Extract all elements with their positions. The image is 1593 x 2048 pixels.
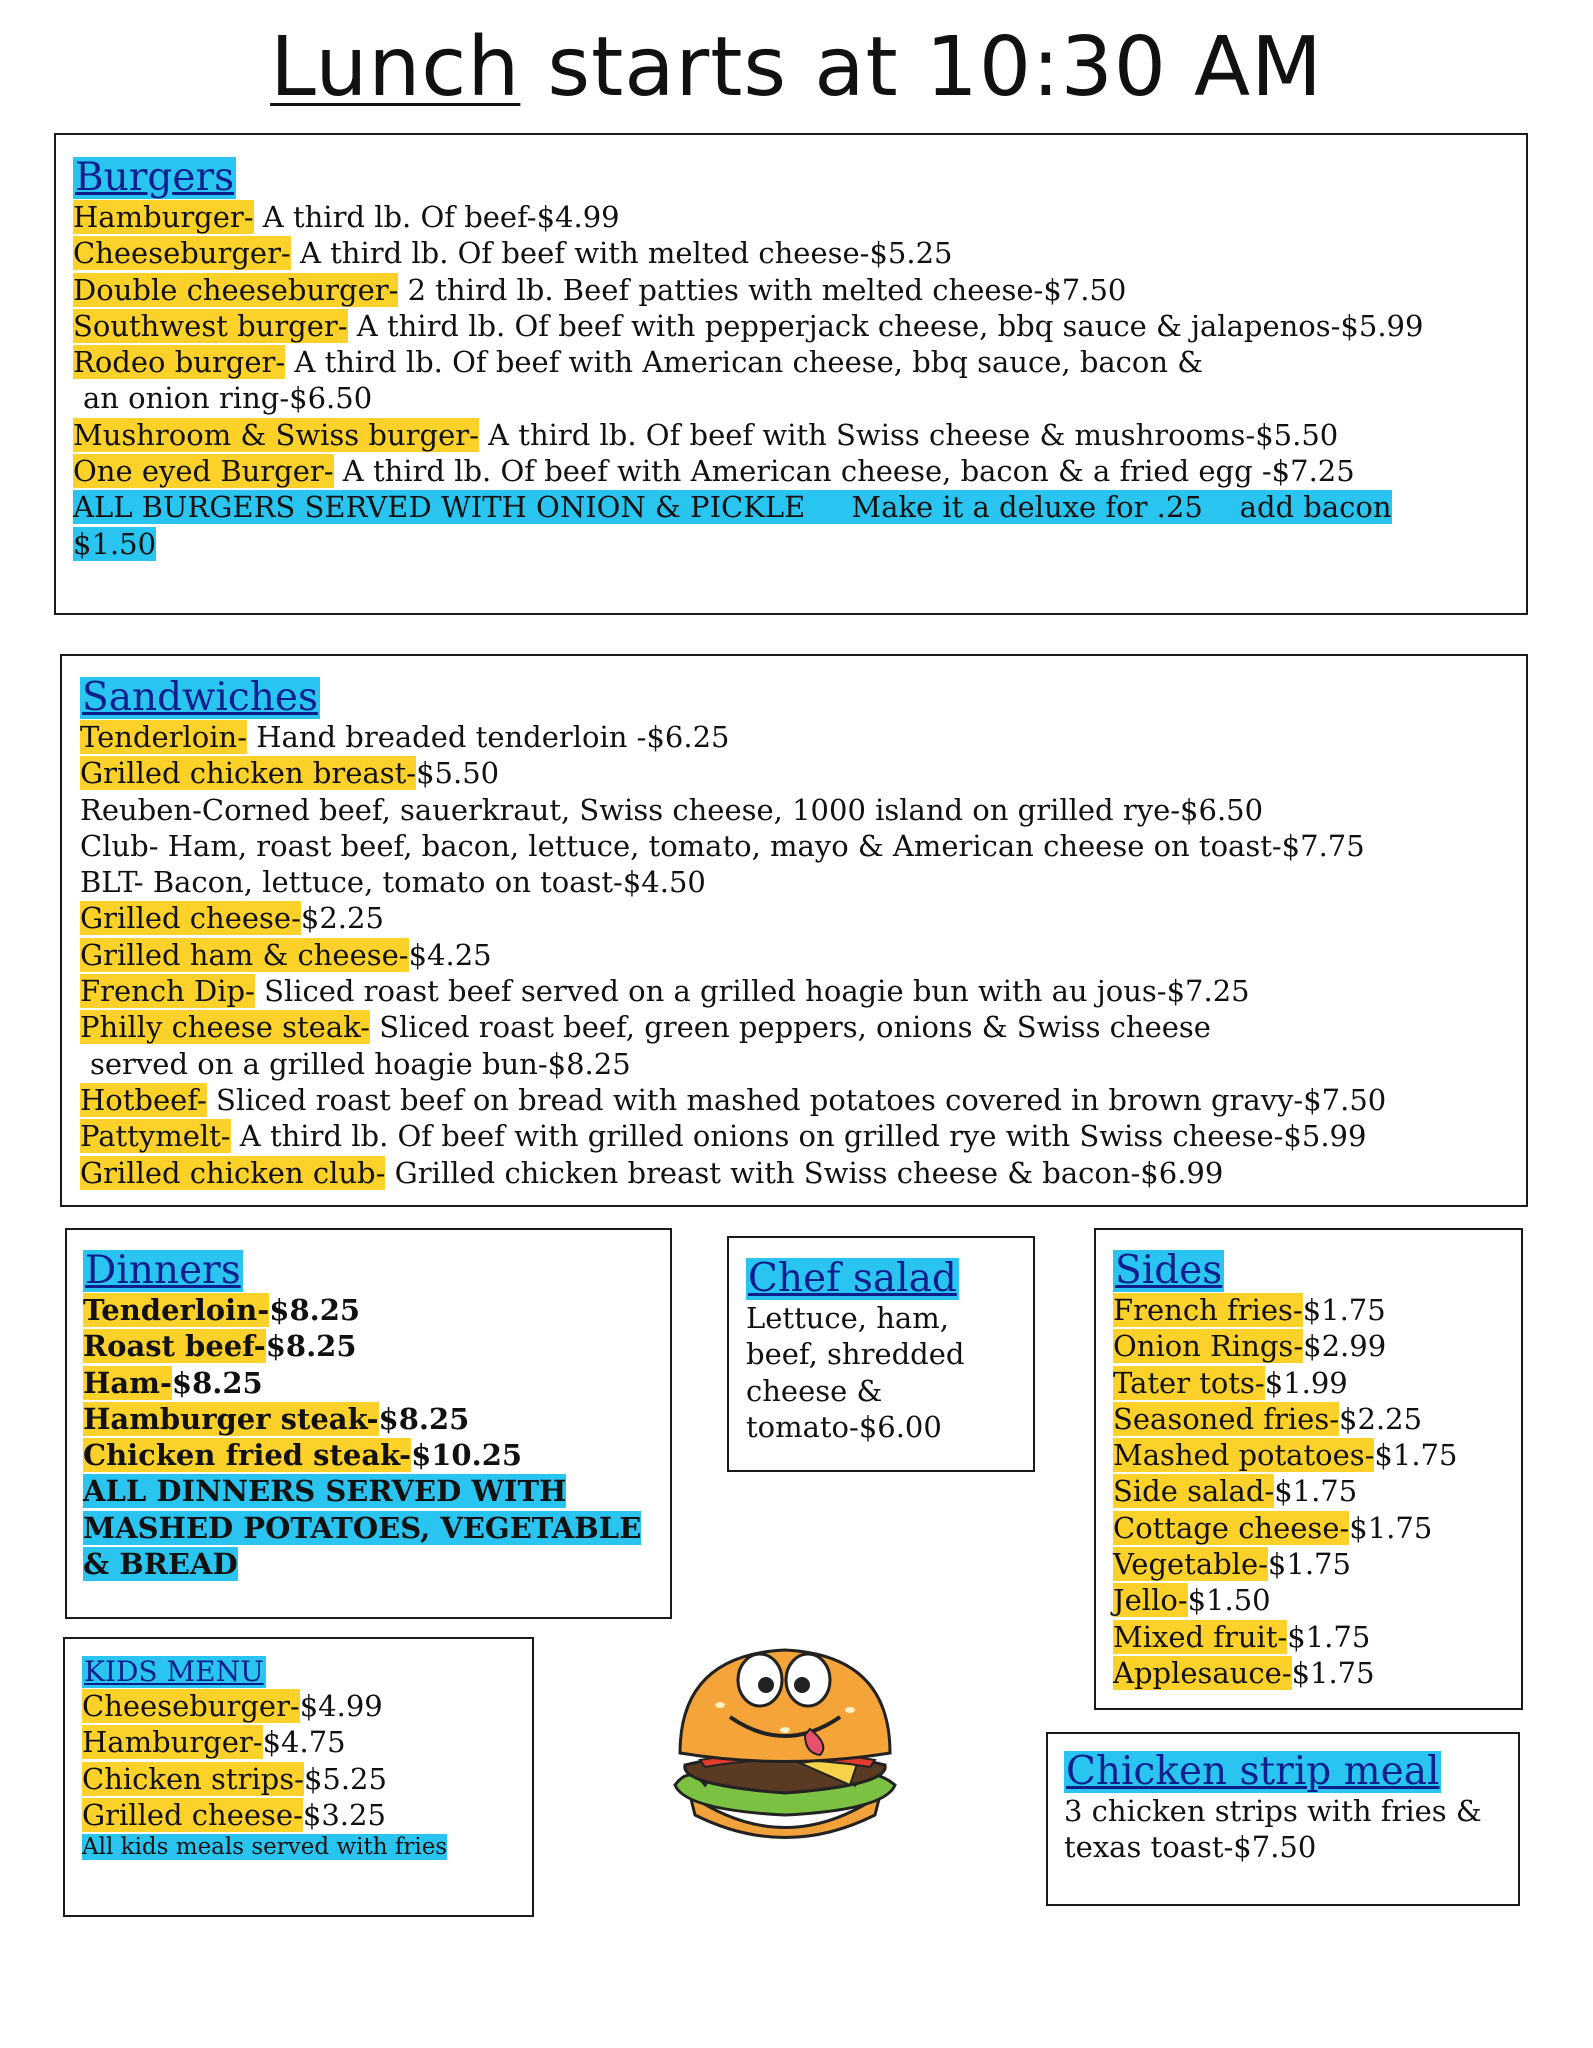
menu-item: Grilled cheese-$2.25	[80, 901, 384, 936]
menu-item: Cheeseburger-$4.99	[82, 1689, 383, 1723]
menu-item: Hamburger steak-$8.25	[83, 1401, 470, 1436]
menu-item: French Dip- Sliced roast beef served on a grilled hoagie bun with au jous-$7.25	[80, 974, 1250, 1009]
menu-item: Mixed fruit-$1.75	[1113, 1619, 1371, 1654]
menu-item: Club- Ham, roast beef, bacon, lettuce, tomato, mayo & American cheese on toast-$7.75	[80, 828, 1365, 863]
menu-item: Cottage cheese-$1.75	[1113, 1510, 1433, 1545]
dinners-note: ALL DINNERS SERVED WITH	[83, 1474, 567, 1509]
menu-item: Tater tots-$1.99	[1113, 1365, 1348, 1400]
menu-item: Reuben-Corned beef, sauerkraut, Swiss cheese, 1000 island on grilled rye-$6.50	[80, 792, 1264, 827]
menu-item: Rodeo burger- A third lb. Of beef with American cheese, bbq sauce, bacon &	[73, 345, 1204, 380]
menu-item: Seasoned fries-$2.25	[1113, 1401, 1423, 1436]
menu-item: Jello-$1.50	[1113, 1583, 1271, 1618]
menu-item: Grilled ham & cheese-$4.25	[80, 937, 492, 972]
menu-item: One eyed Burger- A third lb. Of beef with American cheese, bacon & a fried egg -$7.25	[73, 454, 1355, 489]
menu-item: Double cheeseburger- 2 third lb. Beef patties with melted cheese-$7.50	[73, 272, 1127, 307]
menu-item: Vegetable-$1.75	[1113, 1547, 1351, 1582]
chicken-strip-desc: texas toast-$7.50	[1064, 1830, 1317, 1865]
sides-section	[1094, 1228, 1523, 1710]
menu-item: Onion Rings-$2.99	[1113, 1329, 1387, 1364]
menu-item: Mashed potatoes-$1.75	[1113, 1438, 1458, 1473]
burger-mascot-icon	[660, 1635, 910, 1855]
title-rest: starts at 10:30 AM	[520, 20, 1323, 115]
kids-note: All kids meals served with fries	[82, 1834, 448, 1861]
kids-menu-section	[63, 1637, 534, 1917]
salad-desc: beef, shredded	[746, 1337, 965, 1372]
salad-desc: Lettuce, ham,	[746, 1301, 949, 1335]
menu-item: French fries-$1.75	[1113, 1293, 1386, 1327]
chicken-strip-desc: 3 chicken strips with fries &	[1064, 1794, 1482, 1828]
menu-item: Grilled cheese-$3.25	[82, 1797, 386, 1832]
chicken-strip-title: Chicken strip meal	[1066, 1749, 1440, 1794]
menu-item: Pattymelt- A third lb. Of beef with grilled onions on grilled rye with Swiss cheese-$5.99	[80, 1119, 1367, 1154]
sides-title: Sides	[1115, 1248, 1223, 1293]
menu-item: Grilled chicken club- Grilled chicken breast with Swiss cheese & bacon-$6.99	[80, 1155, 1224, 1190]
salad-desc: tomato-$6.00	[746, 1409, 942, 1444]
menu-item: Tenderloin- Hand breaded tenderloin -$6.25	[80, 720, 730, 754]
menu-item: Applesauce-$1.75	[1113, 1655, 1375, 1690]
menu-item: Roast beef-$8.25	[83, 1329, 357, 1364]
menu-item: Hamburger-$4.75	[82, 1725, 346, 1760]
dinners-note: & BREAD	[83, 1547, 238, 1582]
chef-salad-section	[727, 1236, 1035, 1472]
chef-salad-title: Chef salad	[748, 1256, 957, 1301]
burgers-note-continued: $1.50	[73, 526, 157, 561]
menu-item: Cheeseburger- A third lb. Of beef with melted cheese-$5.25	[73, 236, 953, 271]
menu-item: Grilled chicken breast-$5.50	[80, 756, 500, 791]
menu-item-continued: an onion ring-$6.50	[83, 381, 373, 416]
chicken-strip-section	[1046, 1732, 1520, 1906]
dinners-note: MASHED POTATOES, VEGETABLE	[83, 1510, 642, 1545]
menu-item: Chicken fried steak-$10.25	[83, 1438, 523, 1473]
menu-item: BLT- Bacon, lettuce, tomato on toast-$4.50	[80, 865, 706, 900]
menu-item: Mushroom & Swiss burger- A third lb. Of beef with Swiss cheese & mushrooms-$5.50	[73, 417, 1339, 452]
menu-item: Tenderloin-$8.25	[83, 1293, 361, 1327]
dinners-title: Dinners	[85, 1248, 241, 1293]
sandwiches-section	[60, 654, 1528, 1207]
menu-item: Side salad-$1.75	[1113, 1474, 1358, 1509]
menu-item: Hamburger- A third lb. Of beef-$4.99	[73, 200, 620, 234]
menu-item: Hotbeef- Sliced roast beef on bread with mashed potatoes covered in brown gravy-$7.50	[80, 1082, 1387, 1117]
menu-item: Southwest burger- A third lb. Of beef with pepperjack cheese, bbq sauce & jalapenos-$5.99	[73, 308, 1424, 343]
burgers-note: ALL BURGERS SERVED WITH ONION & PICKLE Make it a deluxe for .25 add bacon	[73, 490, 1392, 525]
menu-item: Ham-$8.25	[83, 1365, 263, 1400]
kids-menu-title: KIDS MENU	[84, 1655, 264, 1688]
menu-item: Chicken strips-$5.25	[82, 1761, 387, 1796]
page-title	[0, 18, 1593, 118]
dinners-section	[65, 1228, 672, 1619]
burgers-section	[54, 133, 1528, 615]
menu-item: Philly cheese steak- Sliced roast beef, green peppers, onions & Swiss cheese	[80, 1010, 1211, 1045]
salad-desc: cheese &	[746, 1373, 883, 1408]
title-lunch: Lunch	[270, 20, 521, 115]
burgers-title: Burgers	[75, 155, 235, 200]
sandwiches-title: Sandwiches	[82, 675, 318, 720]
menu-item-continued: served on a grilled hoagie bun-$8.25	[90, 1046, 631, 1081]
